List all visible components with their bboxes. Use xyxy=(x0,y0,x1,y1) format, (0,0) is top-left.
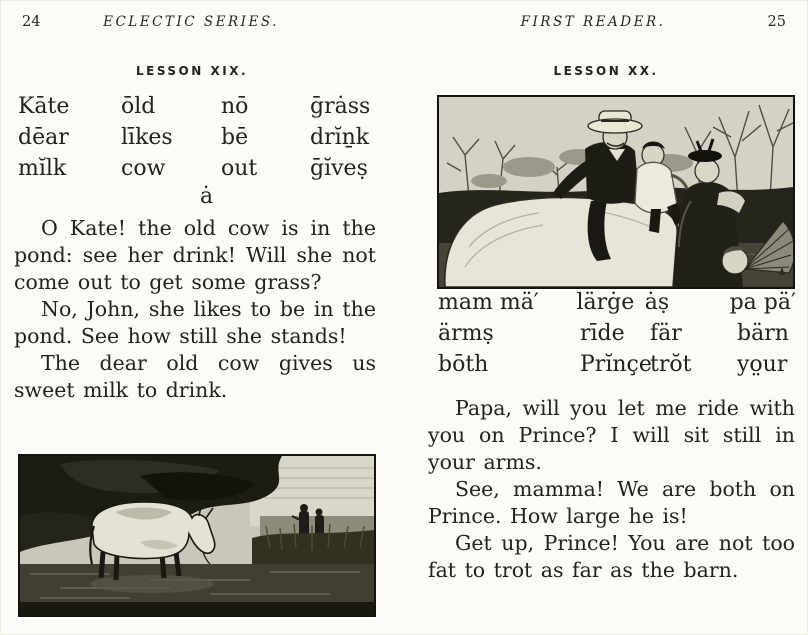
word-row xyxy=(438,290,796,321)
page-number-right: 25 xyxy=(767,14,786,30)
vocab-word: bōth xyxy=(438,352,489,377)
paragraph: No, John, she likes to be in the pond. See how still she stands! xyxy=(14,297,376,348)
vocab-word-a: ȧ xyxy=(200,184,214,209)
word-row xyxy=(18,94,372,125)
left-page-header xyxy=(0,14,404,34)
vocab-word: fär xyxy=(650,321,682,346)
paragraph: See, mamma! We are both on Prince. How large he is! xyxy=(428,477,795,528)
page-number-left: 24 xyxy=(22,14,41,30)
lesson-xx-text xyxy=(428,395,795,584)
vocab-word: bärn xyxy=(737,321,789,346)
word-row xyxy=(18,156,372,187)
vocab-word: mĭlk xyxy=(18,156,67,181)
vocab-word: ḡrȧss xyxy=(310,94,371,119)
vocab-word: trŏt xyxy=(650,352,692,377)
vocab-word: dēar xyxy=(18,125,69,150)
paragraph: O Kate! the old cow is in the pond: see her drink! Will she not come out to get some grass? xyxy=(14,216,376,294)
lesson-xix-text xyxy=(14,215,376,404)
vocab-word: rīde xyxy=(580,321,625,346)
vocab-word: out xyxy=(221,156,258,181)
vocab-word: bē xyxy=(221,125,249,150)
word-row xyxy=(438,321,796,352)
paragraph: Get up, Prince! You are not too fat to trot as far as the barn. xyxy=(428,531,795,582)
vocab-word: pa pä′ xyxy=(729,290,796,315)
prince-ride-engraving xyxy=(439,97,793,287)
word-row xyxy=(438,352,796,383)
paragraph: The dear old cow gives us sweet milk to drink. xyxy=(14,351,376,402)
running-head-left: ECLECTIC SERIES. xyxy=(103,14,279,30)
vocab-word: drĭṉk xyxy=(310,125,370,150)
vocab-word: ḡĭveṣ xyxy=(310,156,368,181)
vocab-word: lärġe xyxy=(576,290,635,315)
running-head-right: FIRST READER. xyxy=(520,14,666,30)
right-page-header xyxy=(404,14,808,34)
vocab-word: līkes xyxy=(121,125,173,150)
lesson-xix-title: LESSON XIX. xyxy=(135,64,249,78)
cow-pond-illustration xyxy=(18,454,376,617)
vocab-word: yo̤ur xyxy=(737,352,788,377)
vocab-word: Prĭnçe xyxy=(580,352,652,377)
vocab-word: ōld xyxy=(121,94,156,119)
paragraph: Papa, will you let me ride with you on Prince? I will sit still in your arms. xyxy=(428,396,795,474)
vocab-word: mam mä′ xyxy=(438,290,539,315)
vocab-word: ȧṣ xyxy=(644,290,670,315)
lesson-xx-word-list xyxy=(438,290,796,383)
word-row xyxy=(18,125,372,156)
cow-pond-engraving xyxy=(20,456,374,615)
lesson-xix-word-list xyxy=(18,94,372,187)
vocab-word: ärmṣ xyxy=(438,321,494,346)
right-page xyxy=(404,0,808,635)
vocab-word: nō xyxy=(221,94,249,119)
lesson-xx-title: LESSON XX. xyxy=(553,64,659,78)
prince-ride-illustration xyxy=(437,95,795,289)
vocab-word: Kāte xyxy=(18,94,70,119)
vocab-word: cow xyxy=(121,156,166,181)
